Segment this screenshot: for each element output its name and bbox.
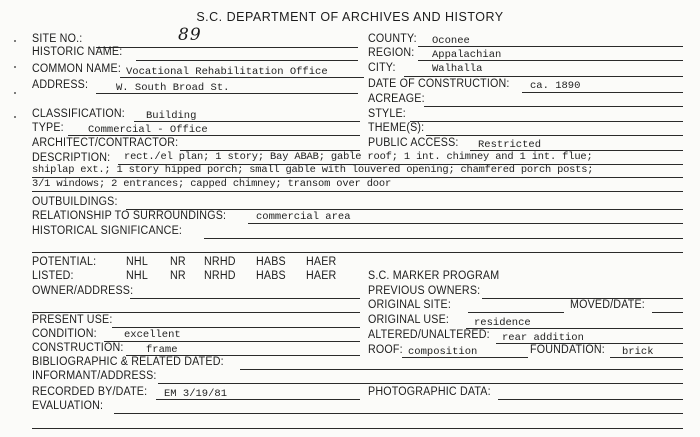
region-label: REGION: <box>368 47 415 59</box>
altered-value: rear addition <box>502 332 584 344</box>
marker-program-label: S.C. MARKER PROGRAM <box>368 270 500 282</box>
site-no-value: 89 <box>178 25 202 45</box>
themes-line <box>426 135 683 136</box>
date-of-construction-line <box>522 92 683 93</box>
bibliographic-line <box>240 369 683 370</box>
county-value: Oconee <box>432 35 470 47</box>
original-use-value: residence <box>474 317 531 329</box>
recorded-by-label: RECORDED BY/DATE: <box>32 386 148 398</box>
architect-label: ARCHITECT/CONTRACTOR: <box>32 137 179 149</box>
scan-mark <box>14 40 16 42</box>
description-line-3: 3/1 windows; 2 entrances; capped chimney; transom over door <box>32 178 392 190</box>
common-name-label: COMMON NAME: <box>32 63 121 75</box>
owner-address-label: OWNER/ADDRESS: <box>32 285 134 297</box>
scan-mark <box>14 92 16 94</box>
type-value: Commercial - Office <box>88 124 208 136</box>
evaluation-label: EVALUATION: <box>32 400 104 412</box>
type-line <box>68 135 360 136</box>
construction-value: frame <box>146 344 178 356</box>
present-use-line <box>112 327 360 328</box>
region-line <box>418 60 683 61</box>
historical-significance-line <box>204 238 683 239</box>
site-no-label: SITE NO.: <box>32 33 83 45</box>
description-label: DESCRIPTION: <box>32 152 111 164</box>
type-label: TYPE: <box>32 122 64 134</box>
date-of-construction-value: ca. 1890 <box>530 80 581 92</box>
classification-line <box>134 121 360 122</box>
common-name-line <box>120 77 364 78</box>
original-site-label: ORIGINAL SITE: <box>368 299 452 311</box>
address-label: ADDRESS: <box>32 79 89 91</box>
recorded-by-line <box>156 399 360 400</box>
owner-address-line <box>130 298 360 299</box>
present-use-label: PRESENT USE: <box>32 314 113 326</box>
relationship-value: commercial area <box>256 211 351 223</box>
description-line-rule-3 <box>32 191 683 192</box>
description-line-rule-2 <box>32 177 683 178</box>
region-value: Appalachian <box>432 49 502 61</box>
owner-address-line-2 <box>32 312 360 313</box>
roof-label: ROOF: <box>368 344 403 356</box>
moved-date-label: MOVED/DATE: <box>570 299 645 311</box>
previous-owners-label: PREVIOUS OWNERS: <box>368 285 481 297</box>
address-line <box>96 93 358 94</box>
description-line-rule-1 <box>118 164 683 165</box>
city-line <box>404 76 683 77</box>
city-value: Walhalla <box>432 63 483 75</box>
foundation-label: FOUNDATION: <box>530 344 605 356</box>
listed-nr: NR <box>170 270 186 282</box>
relationship-label: RELATIONSHIP TO SURROUNDINGS: <box>32 210 227 222</box>
condition-value: excellent <box>124 329 181 341</box>
recorded-by-value: EM 3/19/81 <box>164 388 228 400</box>
acreage-label: ACREAGE: <box>368 93 425 105</box>
historic-name-line <box>136 60 358 61</box>
listed-label: LISTED: <box>32 270 74 282</box>
evaluation-line <box>114 413 683 414</box>
potential-nhl: NHL <box>126 256 148 268</box>
acreage-line <box>424 106 683 107</box>
evaluation-line-2 <box>32 428 683 429</box>
potential-nr: NR <box>170 256 186 268</box>
site-no-line <box>96 47 358 48</box>
outbuildings-label: OUTBUILDINGS: <box>32 196 118 208</box>
classification-value: Building <box>146 110 197 122</box>
potential-nrhd: NRHD <box>204 256 236 268</box>
historical-significance-label: HISTORICAL SIGNIFICANCE: <box>32 225 183 237</box>
altered-label: ALTERED/UNALTERED: <box>368 329 490 341</box>
foundation-line <box>610 357 683 358</box>
description-line-1: rect./el plan; 1 story; Bay ABAB; gable roof; 1 int. chimney and 1 int. flue; <box>124 151 593 163</box>
address-value: W. South Broad St. <box>116 82 230 94</box>
style-line <box>410 121 683 122</box>
common-name-value: Vocational Rehabilitation Office <box>126 66 328 78</box>
photographic-data-label: PHOTOGRAPHIC DATA: <box>368 386 491 398</box>
listed-habs: HABS <box>256 270 286 282</box>
themes-label: THEME(S): <box>368 122 425 134</box>
bibliographic-label: BIBLIOGRAPHIC & RELATED DATED: <box>32 356 224 368</box>
original-use-line <box>466 328 683 329</box>
construction-label: CONSTRUCTION: <box>32 342 124 354</box>
city-label: CITY: <box>368 62 396 74</box>
county-label: COUNTY: <box>368 33 417 45</box>
relationship-line <box>248 223 683 224</box>
roof-line <box>402 357 528 358</box>
scan-mark <box>14 116 16 118</box>
informant-label: INFORMANT/ADDRESS: <box>32 370 157 382</box>
historic-name-label: HISTORIC NAME: <box>32 46 123 58</box>
scan-mark <box>14 66 16 68</box>
county-line <box>418 46 683 47</box>
photographic-data-line <box>498 399 683 400</box>
roof-value: composition <box>408 346 478 358</box>
date-of-construction-label: DATE OF CONSTRUCTION: <box>368 78 510 90</box>
condition-label: CONDITION: <box>32 328 97 340</box>
condition-line <box>104 341 360 342</box>
listed-nrhd: NRHD <box>204 270 236 282</box>
listed-haer: HAER <box>306 270 337 282</box>
potential-habs: HABS <box>256 256 286 268</box>
page-title: S.C. DEPARTMENT OF ARCHIVES AND HISTORY <box>196 10 504 24</box>
original-use-label: ORIGINAL USE: <box>368 314 450 326</box>
foundation-value: brick <box>622 346 654 358</box>
moved-date-line <box>652 312 683 313</box>
style-label: STYLE: <box>368 108 406 120</box>
informant-line <box>158 383 683 384</box>
public-access-label: PUBLIC ACCESS: <box>368 137 459 149</box>
listed-nhl: NHL <box>126 270 148 282</box>
classification-label: CLASSIFICATION: <box>32 108 125 120</box>
historical-significance-line-2 <box>32 252 683 253</box>
description-line-2: shiplap ext.; 1 story hipped porch; small gable with louvered opening; chamfered porch posts; <box>32 164 594 176</box>
public-access-value: Restricted <box>478 139 542 151</box>
original-site-line <box>468 312 564 313</box>
potential-haer: HAER <box>306 256 337 268</box>
potential-label: POTENTIAL: <box>32 256 97 268</box>
